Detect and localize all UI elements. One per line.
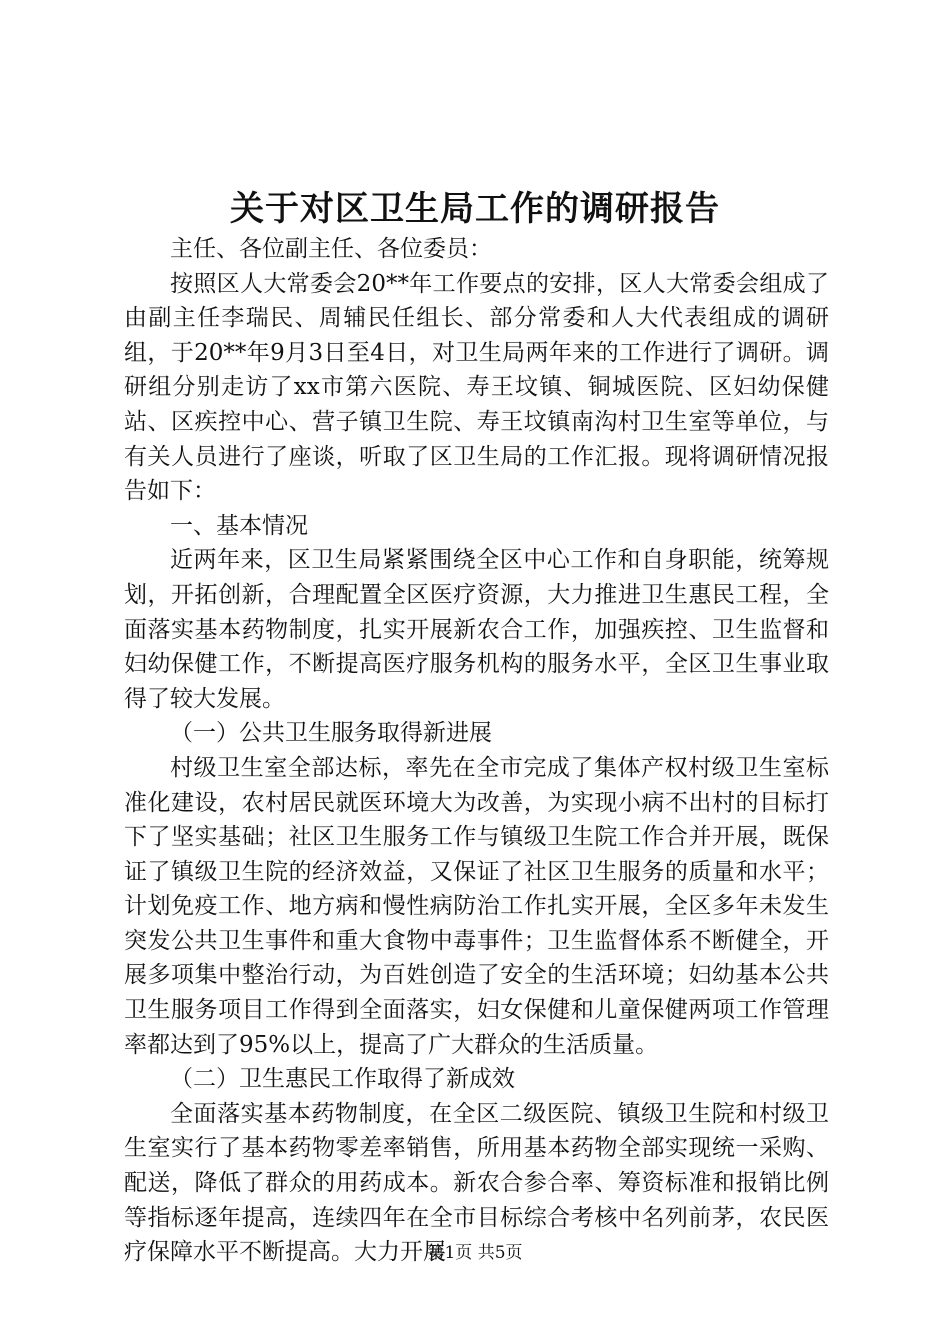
- paragraph-benefit: 全面落实基本药物制度，在全区二级医院、镇级卫生院和村级卫生室实行了基本药物零差率销售，所用基本药物全部实现统一采购、配送，降低了群众的用药成本。新农合参合率、筹资标准和报销比例等指标逐年提高，连续四年在全市目标综合考核中名列前茅，农民医疗保障水平不断提高。大力开展: [124, 1100, 829, 1266]
- paragraph-overview: 近两年来，区卫生局紧紧围绕全区中心工作和自身职能，统筹规划，开拓创新，合理配置全区医疗资源，大力推进卫生惠民工程，全面落实基本药物制度，扎实开展新农合工作，加强疾控、卫生监督和妇幼保健工作，不断提高医疗服务机构的服务水平，全区卫生事业取得了较大发展。: [124, 547, 829, 712]
- paragraph-intro: 按照区人大常委会20**年工作要点的安排，区人大常委会组成了由副主任李瑞民、周辅民任组长、部分常委和人大代表组成的调研组，于20**年9月3日至4日，对卫生局两年来的工作进行了调研。调研组分别走访了xx市第六医院、寿王坟镇、铜城医院、区妇幼保健站、区疾控中心、营子镇卫生院、寿王坟镇南沟村卫生室等单位，与有关人员进行了座谈，听取了区卫生局的工作汇报。现将调研情况报告如下：: [124, 270, 829, 505]
- salutation: 主任、各位副主任、各位委员：: [170, 236, 492, 262]
- paragraph-public-health: 村级卫生室全部达标，率先在全市完成了集体产权村级卫生室标准化建设，农村居民就医环境大为改善，为实现小病不出村的目标打下了坚实基础；社区卫生服务工作与镇级卫生院工作合并开展，既保证了镇级卫生院的经济效益，又保证了社区卫生服务的质量和水平；计划免疫工作、地方病和慢性病防治工作扎实开展，全区多年未发生突发公共卫生事件和重大食物中毒事件；卫生监督体系不断健全，开展多项集中整治行动，为百姓创造了安全的生活环境；妇幼基本公共卫生服务项目工作得到全面落实，妇女保健和儿童保健两项工作管理率都达到了95%以上，提高了广大群众的生活质量。: [124, 754, 829, 1058]
- section-heading-basic: 一、基本情况: [170, 512, 308, 539]
- document-title: 关于对区卫生局工作的调研报告: [230, 189, 720, 229]
- page-number: 第1页 共5页: [427, 1243, 523, 1263]
- subsection-heading-public-health: （一）公共卫生服务取得新进展: [170, 720, 492, 747]
- subsection-heading-benefit: （二）卫生惠民工作取得了新成效: [170, 1066, 515, 1093]
- document-body: [124, 232, 829, 1270]
